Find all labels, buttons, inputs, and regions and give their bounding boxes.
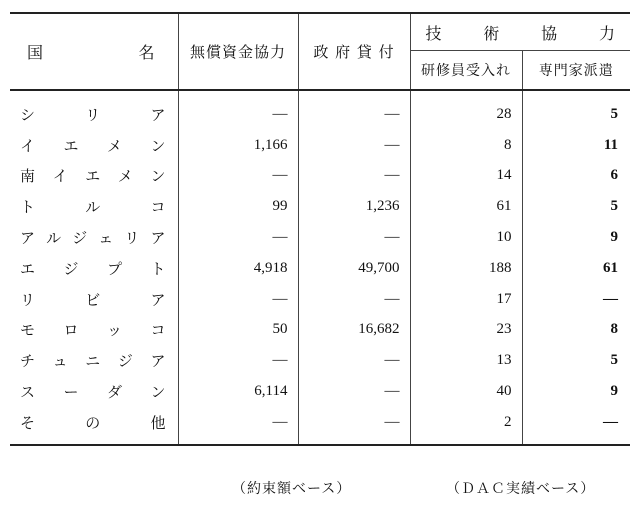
- trainee-cell: 14: [410, 161, 522, 192]
- country-name-char: ダ: [106, 383, 122, 402]
- country-name-char: ジ: [72, 229, 88, 248]
- header-country-char: 国: [27, 43, 44, 62]
- country-name-char: リ: [20, 290, 36, 309]
- loan-cell: —: [298, 284, 410, 315]
- header-expert: 専門家派遣: [522, 51, 630, 91]
- trainee-cell: 61: [410, 191, 522, 222]
- country-cell: [10, 253, 178, 284]
- country-name-char: ェ: [98, 229, 114, 248]
- loan-cell: —: [298, 161, 410, 192]
- country-name-char: エ: [20, 259, 36, 278]
- header-trainee: 研修員受入れ: [410, 51, 522, 91]
- trainee-cell: 17: [410, 284, 522, 315]
- table-row: [10, 376, 630, 407]
- country-name-char: モ: [20, 321, 36, 340]
- header-tech-char: 技: [425, 23, 442, 43]
- expert-cell: 11: [522, 130, 630, 161]
- country-name-char: イ: [52, 167, 68, 186]
- country-name-char: ア: [150, 290, 166, 309]
- grant-cell: —: [178, 407, 298, 445]
- country-name-char: ー: [63, 383, 79, 402]
- table-row: [10, 191, 630, 222]
- country-name-char: 南: [20, 167, 36, 186]
- table-row: [10, 90, 630, 130]
- grant-cell: 1,166: [178, 130, 298, 161]
- trainee-cell: 40: [410, 376, 522, 407]
- expert-cell: 9: [522, 222, 630, 253]
- grant-cell: 50: [178, 315, 298, 346]
- trainee-cell: 10: [410, 222, 522, 253]
- header-country-char: 名: [138, 43, 155, 62]
- country-name-char: そ: [20, 413, 36, 432]
- country-cell: [10, 222, 178, 253]
- grant-cell: —: [178, 284, 298, 315]
- loan-cell: —: [298, 222, 410, 253]
- note-dac-basis: （ＤＡＣ実績ベース）: [446, 481, 596, 497]
- country-name-char: シ: [20, 105, 36, 124]
- header-tech-char: 力: [598, 23, 615, 43]
- header-loan: 政 府 貸 付: [298, 13, 410, 90]
- expert-cell: —: [522, 284, 630, 315]
- country-name-char: リ: [124, 229, 140, 248]
- country-cell: [10, 191, 178, 222]
- country-name-char: ス: [20, 383, 36, 402]
- table-row: [10, 130, 630, 161]
- country-name-char: ュ: [52, 352, 68, 371]
- table-row: [10, 315, 630, 346]
- grant-cell: —: [178, 90, 298, 130]
- country-name-char: 他: [150, 413, 166, 432]
- expert-cell: 5: [522, 345, 630, 376]
- country-cell: [10, 345, 178, 376]
- country-name-char: コ: [150, 321, 166, 340]
- country-cell: [10, 407, 178, 445]
- expert-cell: 6: [522, 161, 630, 192]
- expert-cell: 5: [522, 191, 630, 222]
- country-cell: [10, 90, 178, 130]
- grant-cell: 4,918: [178, 253, 298, 284]
- note-commitment-basis: （約束額ベース）: [232, 481, 352, 497]
- country-name-char: ジ: [63, 259, 79, 278]
- aid-table: [10, 12, 630, 446]
- table-row: [10, 222, 630, 253]
- trainee-cell: 13: [410, 345, 522, 376]
- country-name-char: ト: [150, 259, 166, 278]
- country-name-char: ッ: [106, 321, 122, 340]
- expert-cell: 8: [522, 315, 630, 346]
- grant-cell: —: [178, 222, 298, 253]
- country-name-char: メ: [117, 167, 133, 186]
- header-grant: 無償資金協力: [178, 13, 298, 90]
- country-cell: [10, 376, 178, 407]
- country-name-char: ン: [150, 136, 166, 155]
- table-row: [10, 407, 630, 445]
- header-tech-char: 術: [483, 23, 500, 43]
- loan-cell: —: [298, 130, 410, 161]
- expert-cell: —: [522, 407, 630, 445]
- country-name-char: イ: [20, 136, 36, 155]
- expert-cell: 61: [522, 253, 630, 284]
- table-row: [10, 284, 630, 315]
- table-row: [10, 161, 630, 192]
- loan-cell: 49,700: [298, 253, 410, 284]
- country-name-char: ア: [150, 105, 166, 124]
- country-name-char: エ: [85, 167, 101, 186]
- country-name-char: ン: [150, 383, 166, 402]
- header-tech-cooperation: [410, 13, 630, 51]
- grant-cell: 99: [178, 191, 298, 222]
- country-name-char: コ: [150, 198, 166, 217]
- loan-cell: —: [298, 407, 410, 445]
- table-row: [10, 253, 630, 284]
- loan-cell: —: [298, 376, 410, 407]
- country-cell: [10, 161, 178, 192]
- header-country: [10, 13, 178, 90]
- loan-cell: 1,236: [298, 191, 410, 222]
- country-name-char: エ: [63, 136, 79, 155]
- country-name-char: ロ: [63, 321, 79, 340]
- trainee-cell: 23: [410, 315, 522, 346]
- country-name-char: ア: [20, 229, 36, 248]
- country-name-char: ト: [20, 198, 36, 217]
- country-name-char: の: [85, 413, 101, 432]
- country-cell: [10, 130, 178, 161]
- country-name-char: ン: [150, 167, 166, 186]
- table-row: [10, 345, 630, 376]
- header-tech-char: 協: [541, 23, 558, 43]
- country-cell: [10, 284, 178, 315]
- country-name-char: メ: [106, 136, 122, 155]
- trainee-cell: 28: [410, 90, 522, 130]
- country-name-char: プ: [106, 259, 122, 278]
- trainee-cell: 8: [410, 130, 522, 161]
- country-name-char: ル: [85, 198, 101, 217]
- country-cell: [10, 315, 178, 346]
- country-name-char: チ: [20, 352, 36, 371]
- loan-cell: —: [298, 345, 410, 376]
- grant-cell: —: [178, 161, 298, 192]
- trainee-cell: 2: [410, 407, 522, 445]
- grant-cell: 6,114: [178, 376, 298, 407]
- grant-cell: —: [178, 345, 298, 376]
- country-name-char: ニ: [85, 352, 101, 371]
- expert-cell: 5: [522, 90, 630, 130]
- trainee-cell: 188: [410, 253, 522, 284]
- country-name-char: ジ: [117, 352, 133, 371]
- country-name-char: リ: [85, 105, 101, 124]
- country-name-char: ル: [46, 229, 62, 248]
- country-name-char: ビ: [85, 290, 101, 309]
- loan-cell: —: [298, 90, 410, 130]
- loan-cell: 16,682: [298, 315, 410, 346]
- expert-cell: 9: [522, 376, 630, 407]
- country-name-char: ア: [150, 229, 166, 248]
- table-body: [10, 90, 630, 445]
- table-header: [10, 13, 630, 90]
- country-name-char: ア: [150, 352, 166, 371]
